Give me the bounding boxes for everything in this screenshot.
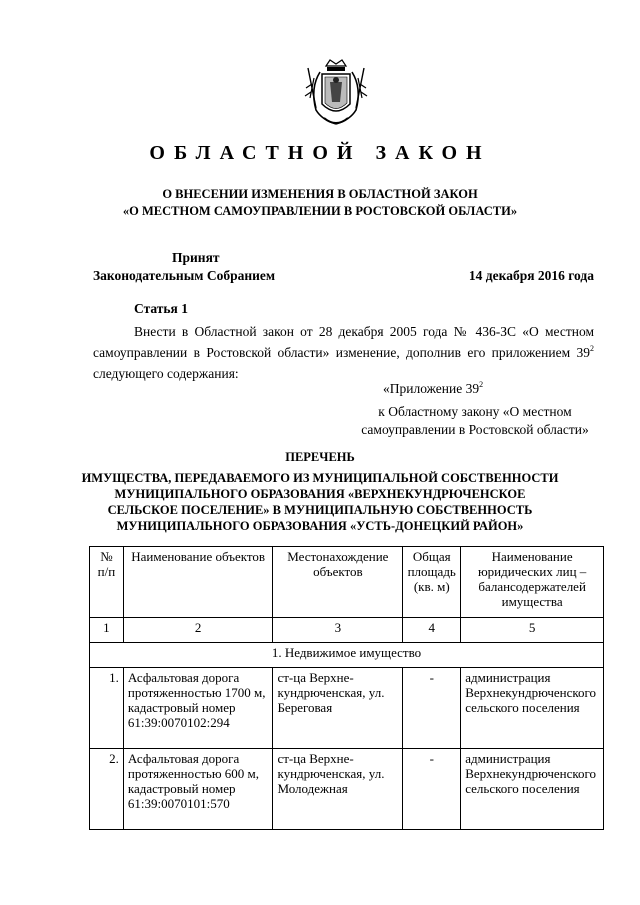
column-number: 2: [123, 618, 273, 643]
header-cell: Общая площадь (кв. м): [403, 547, 461, 618]
balance-holder: администрация Верхнекундрюченского сельского поселения: [461, 668, 604, 749]
article-text-part: следующего содержания:: [93, 366, 239, 381]
object-location: ст-ца Верхне-кундрюченская, ул. Береговая: [273, 668, 403, 749]
list-title-line: МУНИЦИПАЛЬНОГО ОБРАЗОВАНИЯ «УСТЬ-ДОНЕЦКИЙ РАЙОН»: [116, 519, 524, 533]
table-header-row: [90, 547, 604, 618]
list-heading: ПЕРЕЧЕНЬ: [285, 450, 355, 464]
adoption-date: 14 декабря 2016 года: [468, 268, 594, 283]
object-area: -: [403, 668, 461, 749]
adopted-by: Законодательным Собранием: [93, 268, 276, 283]
appendix-line: к Областному закону «О местном: [378, 404, 572, 419]
appendix-superscript: 2: [479, 380, 484, 389]
adopted-label: Принят: [172, 250, 220, 265]
document-subtitle: [60, 186, 580, 220]
object-name: Асфальтовая дорога протяженностью 1700 м, кадастровый номер 61:39:0070102:294: [123, 668, 273, 749]
document-title: ОБЛАСТНОЙ ЗАКОН: [149, 142, 491, 164]
coat-of-arms-emblem: [296, 58, 376, 130]
column-number: 5: [461, 618, 604, 643]
list-title-line: МУНИЦИПАЛЬНОГО ОБРАЗОВАНИЯ «ВЕРХНЕКУНДРЮЧЕНСКОЕ: [114, 487, 526, 501]
property-table: [89, 546, 604, 830]
balance-holder: администрация Верхнекундрюченского сельского поселения: [461, 749, 604, 830]
table-row: [90, 749, 604, 830]
list-title: [60, 470, 580, 534]
header-cell: № п/п: [90, 547, 124, 618]
list-title-line: СЕЛЬСКОЕ ПОСЕЛЕНИЕ» В МУНИЦИПАЛЬНУЮ СОБСТВЕННОСТЬ: [107, 503, 533, 517]
column-number: 1: [90, 618, 124, 643]
column-number: 4: [403, 618, 461, 643]
appendix-label: [383, 381, 483, 397]
subtitle-line: «О МЕСТНОМ САМОУПРАВЛЕНИИ В РОСТОВСКОЙ ОБЛАСТИ»: [122, 204, 518, 218]
article-superscript: 2: [590, 344, 594, 353]
section-title: 1. Недвижимое имущество: [90, 643, 604, 668]
row-number: 1.: [90, 668, 124, 749]
header-cell: Местонахождение объектов: [273, 547, 403, 618]
subtitle-line: О ВНЕСЕНИИ ИЗМЕНЕНИЯ В ОБЛАСТНОЙ ЗАКОН: [162, 187, 478, 201]
row-number: 2.: [90, 749, 124, 830]
column-number-row: [90, 618, 604, 643]
list-title-line: ИМУЩЕСТВА, ПЕРЕДАВАЕМОГО ИЗ МУНИЦИПАЛЬНОЙ СОБСТВЕННОСТИ: [81, 471, 559, 485]
object-area: -: [403, 749, 461, 830]
article-heading: Статья 1: [134, 301, 188, 316]
section-row: [90, 643, 604, 668]
table-row: [90, 668, 604, 749]
article-text: [93, 321, 594, 384]
appendix-line: самоуправлении в Ростовской области»: [361, 422, 589, 437]
object-location: ст-ца Верхне-кундрюченская, ул. Молодежная: [273, 749, 403, 830]
column-number: 3: [273, 618, 403, 643]
article-text-part: Внести в Областной закон от 28 декабря 2005 года № 436-ЗС «О местном самоуправлении в Ростовской области» изменение, дополнив его приложением 39: [93, 324, 594, 360]
header-cell: Наименование объектов: [123, 547, 273, 618]
appendix-label-text: «Приложение 39: [383, 381, 480, 396]
header-cell: Наименование юридических лиц – балансодержателей имущества: [461, 547, 604, 618]
appendix-reference: [340, 403, 610, 439]
object-name: Асфальтовая дорога протяженностью 600 м, кадастровый номер 61:39:0070101:570: [123, 749, 273, 830]
